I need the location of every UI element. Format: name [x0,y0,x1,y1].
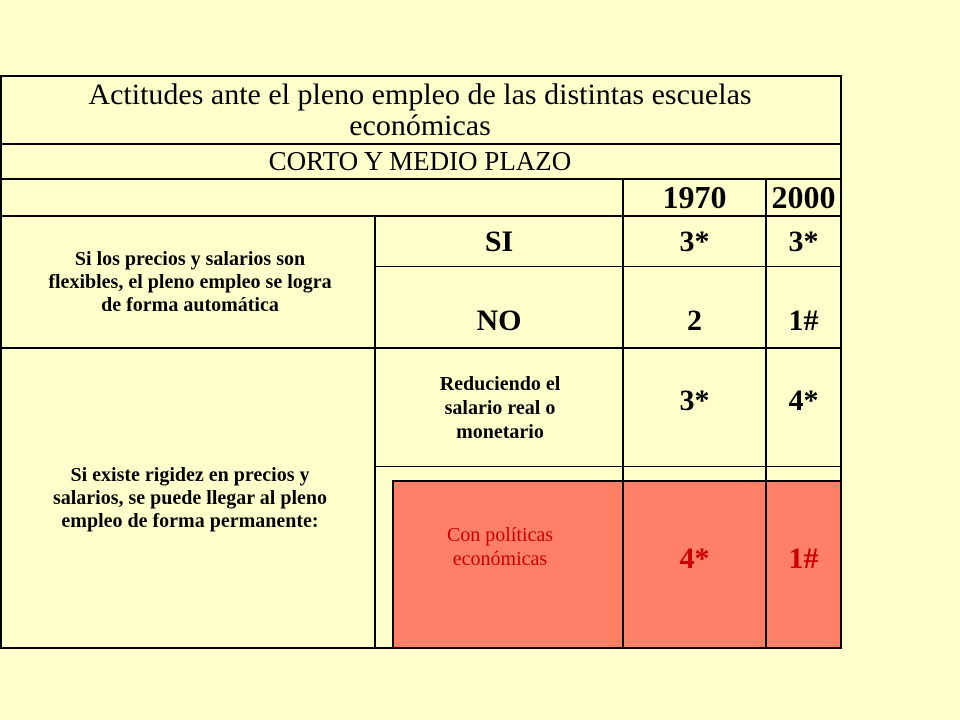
group1-label: Si los precios y salarios son flexibles, el pleno empleo se logra de forma automática [48,247,332,316]
grid-line [0,647,842,649]
option-si: SI [484,224,514,258]
grid-line [392,480,394,648]
value-no-2000: 1# [788,303,819,337]
table-title: Actitudes ante el pleno empleo de las distintas escuelas económicas [88,77,752,142]
year-header-1970: 1970 [662,178,727,215]
value-no-1970: 2 [687,303,702,337]
value-politicas-1970: 4* [679,542,710,576]
option-politicas: Con políticas económicas [446,524,554,570]
table-subtitle: CORTO Y MEDIO PLAZO [268,146,572,177]
option-no: NO [476,303,522,337]
value-reduciendo-2000: 4* [788,384,819,418]
value-politicas-2000: 1# [788,542,819,576]
value-si-1970: 3* [679,224,710,258]
grid-line [840,75,842,649]
year-header-2000: 2000 [771,178,836,215]
grid-line [375,466,842,467]
value-si-2000: 3* [788,224,819,258]
value-reduciendo-1970: 3* [679,384,710,418]
option-reduciendo: Reduciendo el salario real o monetario [439,372,561,443]
group2-label: Si existe rigidez en precios y salarios, se puede llegar al pleno empleo de forma permanente: [52,463,328,532]
